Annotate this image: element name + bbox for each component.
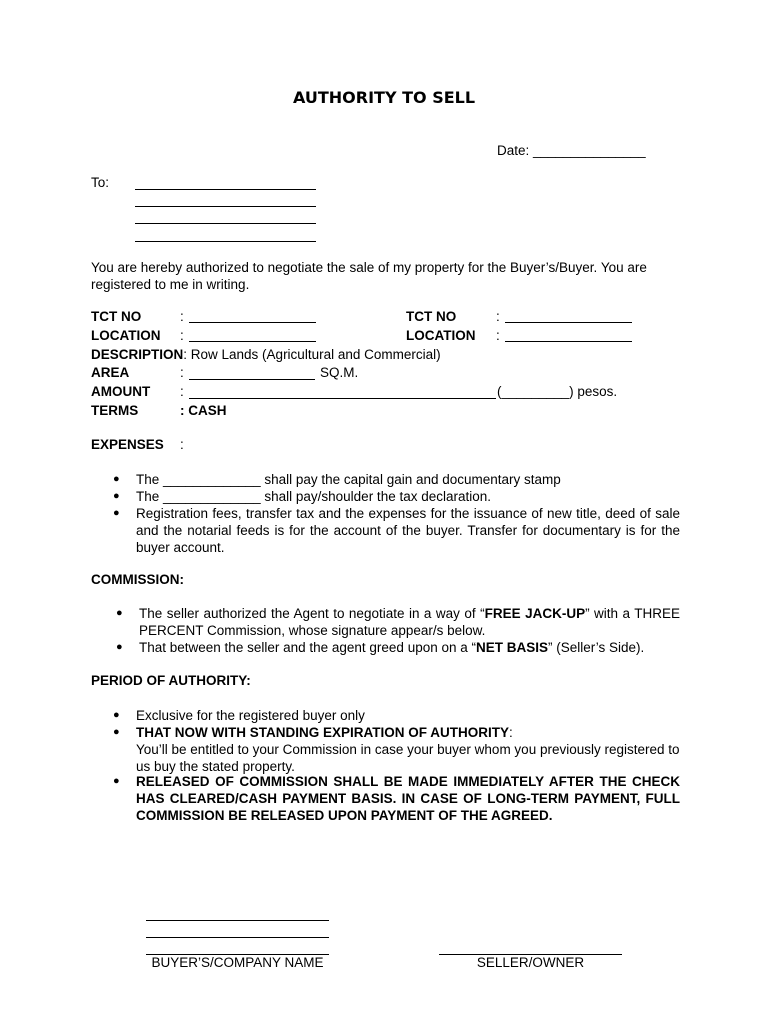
net-basis-text: NET BASIS [476, 640, 549, 655]
location-label-left: LOCATION [91, 328, 161, 343]
area-colon: : [180, 365, 184, 380]
intro-paragraph: You are hereby authorized to negotiate the sale of my property for the Buyer’s/Buyer. You are registered to me in writing. [91, 260, 647, 292]
bullet-icon: ● [113, 507, 120, 519]
tct-label-left: TCT NO [91, 309, 142, 324]
location-colon-left: : [180, 328, 184, 343]
amount-suffix: (_________) pesos. [497, 384, 618, 399]
period-item-1: Exclusive for the registered buyer only [136, 708, 365, 723]
expenses-colon: : [180, 437, 184, 452]
bullet-icon: ● [113, 473, 120, 485]
period-item-2-bold: THAT NOW WITH STANDING EXPIRATION OF AUTHORITY [136, 725, 509, 740]
expenses-heading: EXPENSES [91, 437, 164, 452]
expenses-item-3: Registration fees, transfer tax and the expenses for the issuance of new title, deed of sale and the notarial feeds is for the account of the buyer. Transfer for documentary is for the buyer account. [136, 506, 680, 555]
commission-heading: COMMISSION: [91, 572, 184, 587]
expenses-item-2: The _____________ shall pay/shoulder the tax declaration. [136, 489, 492, 504]
description-label: DESCRIPTION [91, 347, 184, 362]
location-line-left [189, 341, 316, 342]
bullet-icon: ● [113, 490, 120, 502]
period-item-2-colon: : [508, 725, 513, 740]
location-line-right [505, 341, 632, 342]
commission-item-1 [139, 605, 680, 639]
buyer-sign-line-2 [146, 937, 329, 938]
commission-item-2-post: ” (Seller’s Side). [548, 640, 645, 655]
bullet-icon: ● [113, 709, 120, 721]
location-label-right: LOCATION [406, 328, 476, 343]
amount-colon: : [180, 384, 184, 399]
tct-line-left [189, 322, 316, 323]
to-line-3 [135, 223, 316, 224]
to-line-4 [135, 241, 316, 242]
amount-label: AMOUNT [91, 384, 151, 399]
commission-item-2-pre: That between the seller and the agent greed upon on a “ [139, 640, 476, 655]
tct-line-right [505, 322, 632, 323]
period-item-2 [136, 724, 680, 775]
description-row [91, 347, 441, 362]
to-line-2 [135, 206, 316, 207]
bullet-icon: ● [113, 726, 120, 738]
terms-label: TERMS [91, 403, 139, 418]
to-line-1 [135, 189, 316, 190]
period-heading: PERIOD OF AUTHORITY: [91, 673, 251, 688]
bullet-icon: ● [113, 775, 120, 787]
commission-item-2 [139, 639, 680, 656]
bullet-icon: ● [116, 641, 123, 653]
area-label: AREA [91, 365, 130, 380]
buyer-company-label: BUYER’S/COMPANY NAME [151, 955, 324, 970]
tct-label-right: TCT NO [406, 309, 457, 324]
document-title: AUTHORITY TO SELL [292, 88, 476, 107]
location-colon-right: : [496, 328, 500, 343]
expenses-item-1: The _____________ shall pay the capital gain and documentary stamp [136, 472, 561, 487]
commission-item-1-post: ” with a THREE PERCENT Commission, whose signature appear/s below. [139, 606, 680, 638]
seller-owner-label: SELLER/OWNER [476, 955, 585, 970]
amount-line [189, 398, 496, 399]
free-jack-up-text: FREE JACK-UP [484, 606, 586, 621]
date-field: Date: _______________ [497, 143, 646, 158]
description-value: : Row Lands (Agricultural and Commercial) [183, 347, 441, 362]
area-unit: SQ.M. [320, 365, 359, 380]
to-label: To: [91, 175, 110, 190]
tct-colon-left: : [180, 309, 184, 324]
bullet-icon: ● [116, 607, 123, 619]
period-item-3: RELEASED OF COMMISSION SHALL BE MADE IMMEDIATELY AFTER THE CHECK HAS CLEARED/CASH PAYMENT BASIS. IN CASE OF LONG-TERM PAYMENT, FULL COMMISSION BE RELEASED UPON PAYMENT OF THE AGREED. [136, 774, 680, 823]
commission-item-1-pre: The seller authorized the Agent to negotiate in a way of “ [139, 606, 485, 621]
area-line [189, 379, 315, 380]
tct-colon-right: : [496, 309, 500, 324]
buyer-sign-line-1 [146, 920, 329, 921]
terms-value: : CASH [180, 403, 227, 418]
period-item-2-text: You’ll be entitled to your Commission in case your buyer whom you previously registered to us buy the stated property. [136, 742, 680, 774]
